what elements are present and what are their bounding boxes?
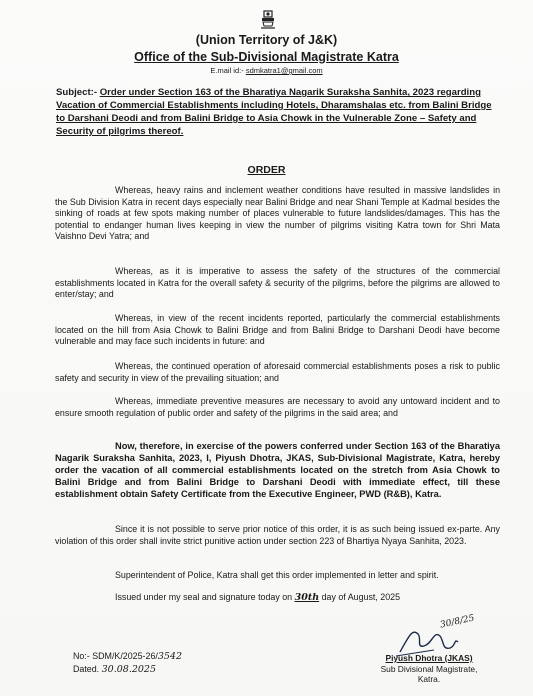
signatory-place: Katra. [417, 674, 441, 684]
signatory-block [364, 653, 494, 685]
order-number-line [73, 651, 182, 662]
email-address: sdmkatra1@gmail.com [245, 66, 323, 75]
whereas-paragraph-5: Whereas, immediate preventive measures are necessary to avoid any untoward incident and to ensure smooth regulation of public order and safety of the pilgrims in the said area; and [55, 396, 500, 418]
operative-order-paragraph: Now, therefore, in exercise of the powers conferred under Section 163 of the Bharatiya Nagarik Suraksha Sanhita, 2023, I, Piyush Dhotra, JKAS, Sub-Divisional Magistrate, Katra, hereby order the vacation of all commercial establishments located on the stretch from Asia Chowk to Balini Bridge and from Balini Bridge to Darshani Deodi with immediate effect, till these establishment obtain Safety Certificate from the Executive Engineer, PWD (R&B), Katra. [55, 441, 500, 499]
issued-text-after: day of August, 2025 [319, 592, 401, 602]
order-number-handwritten: 3542 [157, 651, 183, 662]
office-heading: Office of the Sub-Divisional Magistrate Katra [134, 50, 399, 64]
whereas-paragraph-1: Whereas, heavy rains and inclement weather conditions have resulted in massive landslides in the Sub Division Katra in recent days especially near Balini Bridge and near Shani Temple at Kadmal besides the sinking of roads at few spots making number of places vulnerable to future landslides/damages. This has the potential to endanger human lives keeping in view the number of pilgrims visiting Katra town for Shri Mata Vaishno Devi Yatra; and [55, 185, 500, 242]
whereas-paragraph-3: Whereas, in view of the recent incidents reported, particularly the commercial establishments located on the hill from Asia Chowk to Balini Bridge and from Balini Bridge to Darshani Deodi have become vulnerable and may face such incidents in future: and [55, 313, 500, 347]
signatory-name: Piyush Dhotra (JKAS) [385, 653, 473, 663]
territory-heading: (Union Territory of J&K) [195, 33, 338, 47]
state-emblem-icon [257, 8, 279, 30]
ex-parte-paragraph: Since it is not possible to serve prior notice of this order, it is as such being issued ex-parte. Any violation of this order shall invite strict punitive action under section 223 of Bhartiya Nyaya Sanhita, 2023. [55, 524, 500, 546]
email-line [0, 66, 533, 75]
issued-day-handwritten: 30th [294, 592, 320, 603]
subject-label: Subject:- [56, 87, 98, 98]
issued-paragraph [55, 592, 500, 604]
whereas-paragraph-2: Whereas, as it is imperative to assess the safety of the structures of the commercial establishments located in Katra for the overall safety & security of the pilgrims, before the pilgrims are allowed to enter/stay; and [55, 266, 500, 300]
order-date-label: Dated. [73, 664, 100, 674]
subject-block [56, 86, 496, 138]
email-label: E.mail id:- [210, 66, 244, 75]
order-date-line [73, 664, 156, 675]
implementation-paragraph: Superintendent of Police, Katra shall get this order implemented in letter and spirit. [115, 570, 439, 580]
whereas-paragraph-4: Whereas, the continued operation of aforesaid commercial establishments poses a risk to public safety and security in view of the prevailing situation; and [55, 361, 500, 383]
subject-text: Order under Section 163 of the Bharatiya Nagarik Suraksha Sanhita, 2023 regarding Vacation of Commercial Establishments including Hotels, Dharamshalas etc. from Balini Bridge to Darshani Deodi and from Balini Bridge to Asia Chowk in the Vulnerable Zone – Safety and Security of pilgrims thereof. [56, 87, 492, 137]
signatory-designation: Sub Divisional Magistrate, [380, 663, 478, 674]
order-number-label: No:- SDM/K/2025-26/ [73, 651, 158, 661]
order-date-handwritten: 30.08.2025 [101, 664, 157, 675]
signature-date-handwritten: 30/8/25 [439, 613, 476, 631]
issued-text-before: Issued under my seal and signature today on [115, 592, 295, 602]
order-title: ORDER [247, 164, 286, 176]
